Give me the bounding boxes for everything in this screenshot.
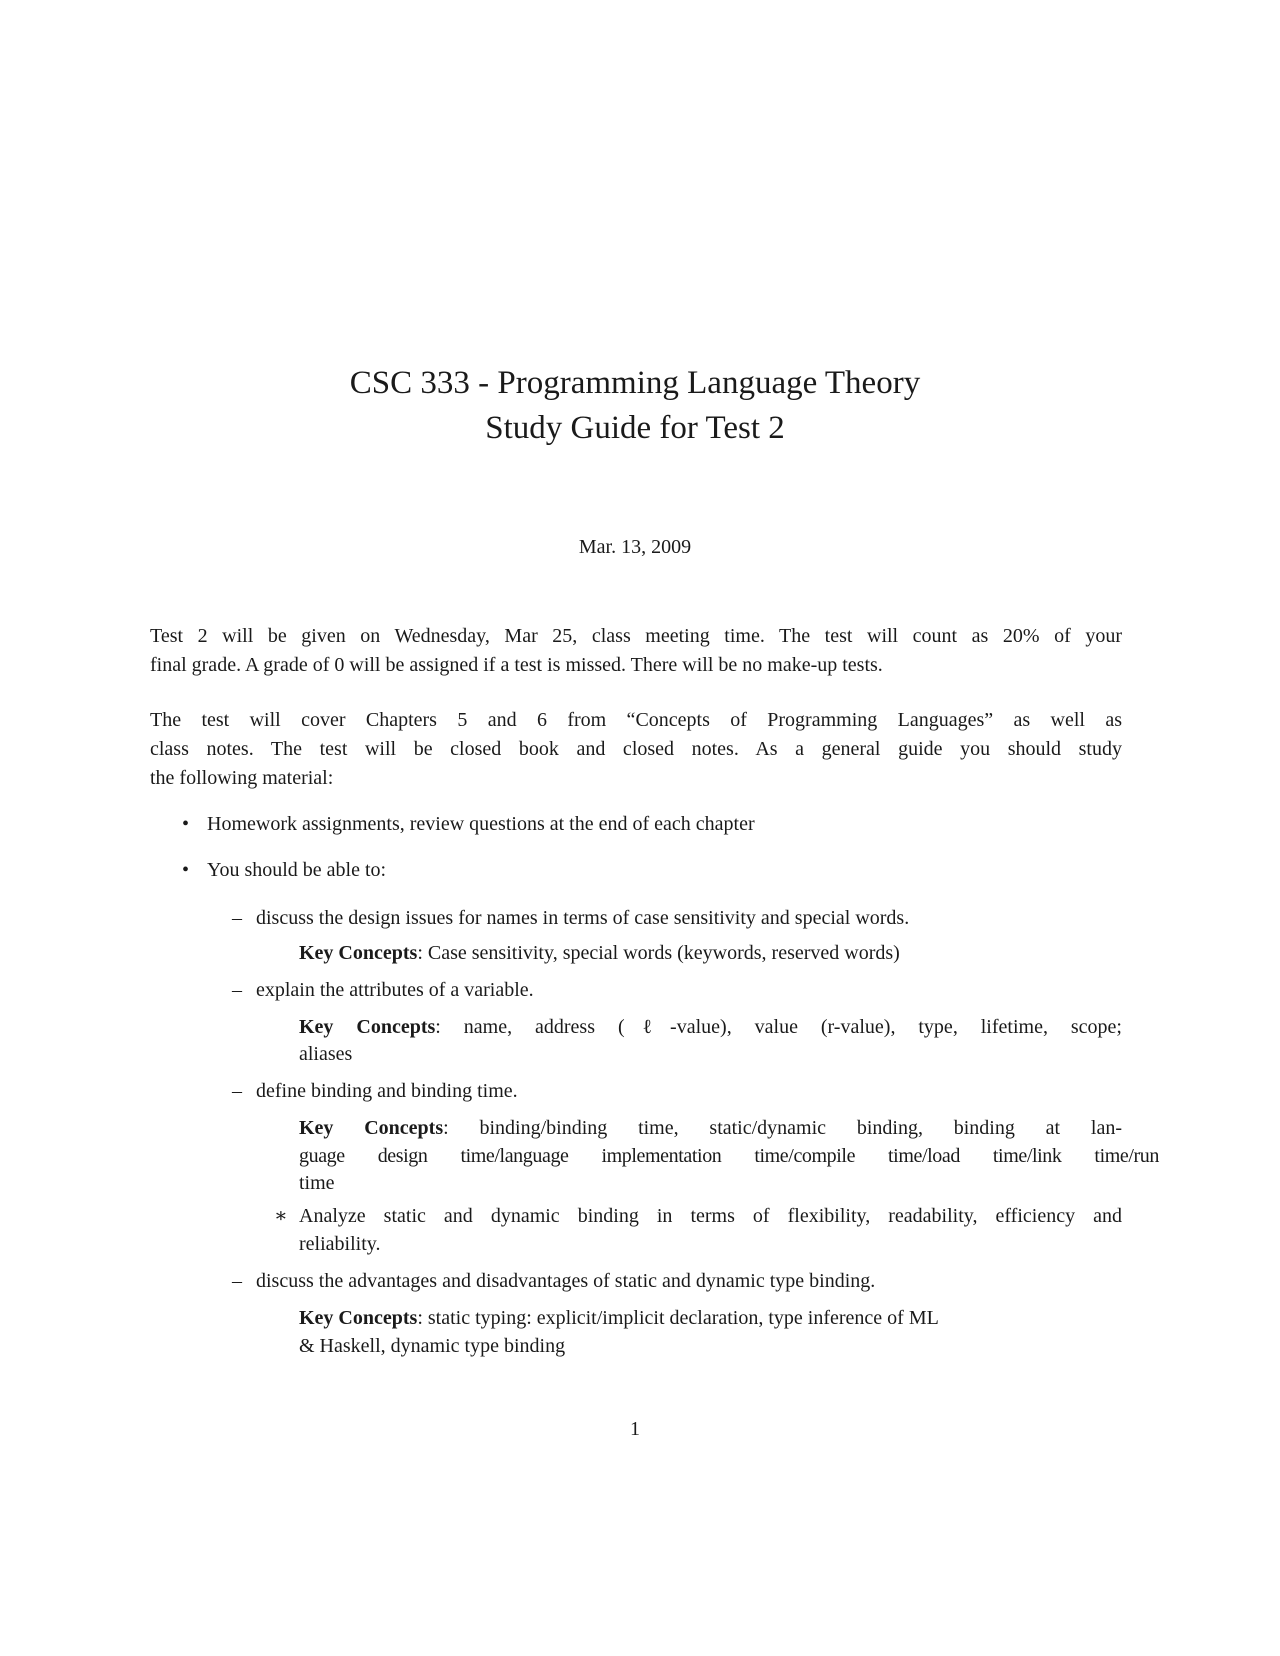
key-concepts-line: Key Concepts: binding/binding time, static/dynamic binding, binding at lan-	[299, 1117, 1122, 1139]
bullet-item: Homework assignments, review questions at the end of each chapter	[207, 813, 755, 835]
date: Mar. 13, 2009	[578, 536, 692, 558]
dash-icon: –	[232, 907, 242, 929]
key-concepts-line: aliases	[299, 1043, 353, 1065]
title-line-1: CSC 333 - Programming Language Theory	[349, 365, 921, 401]
key-concepts-line: guage design time/language implementation time/compile time/load time/link time/run	[299, 1145, 1159, 1167]
key-concepts-line: Key Concepts: static typing: explicit/implicit declaration, type inference of ML	[299, 1307, 939, 1329]
study-item: discuss the design issues for names in terms of case sensitivity and special words.	[256, 907, 910, 929]
dash-icon: –	[232, 1270, 242, 1292]
key-concepts-line: time	[299, 1172, 335, 1194]
paragraph-1-line: Test 2 will be given on Wednesday, Mar 25, class meeting time. The test will count as 20% of your	[150, 625, 1122, 647]
key-concepts-label: Key Concepts	[299, 942, 418, 964]
bullet-icon: •	[182, 859, 190, 881]
bullet-icon: •	[182, 813, 190, 835]
dash-icon: –	[232, 1080, 242, 1102]
dash-icon: –	[232, 979, 242, 1001]
paragraph-2-line: The test will cover Chapters 5 and 6 from “Concepts of Programming Languages” as well as	[150, 709, 1122, 731]
sub-item: Analyze static and dynamic binding in terms of flexibility, readability, efficiency and	[299, 1205, 1122, 1227]
key-concepts-line: & Haskell, dynamic type binding	[299, 1335, 566, 1357]
key-concepts-line: Key Concepts: name, address (ℓ-value), value (r-value), type, lifetime, scope;	[299, 1016, 1122, 1038]
title-line-2: Study Guide for Test 2	[485, 410, 785, 446]
paragraph-2-line: class notes. The test will be closed book and closed notes. As a general guide you should study	[150, 738, 1122, 760]
star-icon: ∗	[274, 1205, 288, 1227]
key-concepts-label: Key Concepts	[299, 1117, 444, 1139]
paragraph-1-line: final grade. A grade of 0 will be assigned if a test is missed. There will be no make-up tests.	[150, 654, 883, 676]
study-item: explain the attributes of a variable.	[256, 979, 534, 1001]
paragraph-2-line: the following material:	[150, 767, 334, 789]
key-concepts-line: Key Concepts: Case sensitivity, special words (keywords, reserved words)	[299, 942, 900, 964]
sub-item: reliability.	[299, 1233, 381, 1255]
key-concepts-label: Key Concepts	[299, 1307, 418, 1329]
study-item: define binding and binding time.	[256, 1080, 518, 1102]
page-number: 1	[630, 1418, 640, 1440]
bullet-item: You should be able to:	[207, 859, 387, 881]
study-item: discuss the advantages and disadvantages of static and dynamic type binding.	[256, 1270, 876, 1292]
key-concepts-label: Key Concepts	[299, 1016, 436, 1038]
